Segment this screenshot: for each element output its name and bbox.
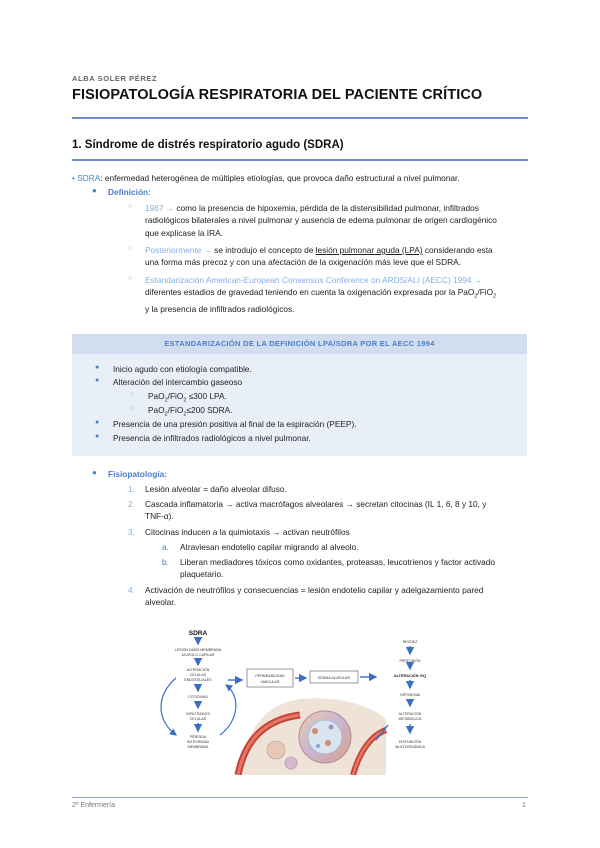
svg-text:DISFUNCIÓN: DISFUNCIÓN [398,740,422,744]
aecc-box-header: ESTANDARIZACIÓN DE LA DEFINICIÓN LPA/SDRA POR EL AECC 1994 [72,334,527,354]
definicion-item-3: Estandarización American-European Consensus Conference on ARDS/ALI (AECC) 1994 → diferentes estadios de gravedad teniendo en cuenta la oxigenación expresada por la PaO$_2$/FiO$_2$ y la presencia de infiltrados radiológicos. [145,275,497,315]
svg-text:PERFUSIÓN: PERFUSIÓN [399,659,421,663]
definicion-item-2: Posteriormente → se introdujo el concepto de lesión pulmonar aguda (LPA) considerando esta una forma más precoz y con una afectación de la oxigenación más leve que el SDRA. [145,245,493,268]
bullet-icon: ● [95,377,100,384]
svg-text:ENDOTELIALES: ENDOTELIALES [184,678,212,682]
svg-text:METABÓLICA: METABÓLICA [398,717,422,721]
aecc-sub-2: PaO$_2$/FiO$_2$≤200 SDRA. [148,405,233,418]
sdra-pathophysiology-diagram [150,625,450,775]
list-letter: a. [162,542,169,552]
circle-bullet-icon: ○ [130,391,135,398]
fisio-item-3b: Liberan mediadores tóxicos como oxidantes, proteasas, leucotrienos y factor activado plaquetario. [180,557,495,580]
list-number: 4. [128,585,135,595]
svg-text:VASCULAR: VASCULAR [260,680,280,684]
svg-text:CELULAR: CELULAR [189,717,207,721]
svg-text:INTEGRIDAD: INTEGRIDAD [186,740,210,744]
alveolus-illustration [238,698,386,775]
aecc-item-1: Inicio agudo con etiología compatible. [113,364,252,374]
svg-text:MEMBRANA: MEMBRANA [187,745,209,749]
definicion-item-1: 1967 → como la presencia de hipoxemia, pérdida de la distensibilidad pulmonar, infiltrados radiológicos bilaterales a nivel pulmonar y ausencia de edema pulmonar de origen cardiogénico que explicase la IRA. [145,203,497,238]
document-title: FISIOPATOLOGÍA RESPIRATORIA DEL PACIENTE CRÍTICO [72,87,483,103]
aecc-item-3: Presencia de una presión positiva al final de la espiración (PEEP). [113,419,357,429]
svg-text:HIPOXEMIA: HIPOXEMIA [400,693,420,697]
fisio-item-2: Cascada inflamatoria → activa macrófagos alveolares → secretan citocinas (IL 1, 6, 8 y 10, y TNF-α). [145,499,487,522]
list-number: 1. [128,484,135,494]
svg-text:MULTIORGÁNICA: MULTIORGÁNICA [395,745,425,749]
section-rule [72,159,528,161]
aecc-item-2: Alteración del intercambio gaseoso [113,377,243,387]
title-rule [72,117,528,119]
sdra-term: SDRA [77,173,101,183]
circle-bullet-icon: ○ [130,405,135,412]
bullet-icon: ● [92,468,97,477]
fisiopatologia-label: Fisiopatología: [108,469,167,479]
fisio-item-4: Activación de neutrófilos y consecuencias = lesión endotelio capilar y adelgazamiento pared alveolar. [145,585,484,608]
circle-bullet-icon: ○ [128,275,133,282]
circle-bullet-icon: ○ [128,245,133,252]
intro-paragraph: • SDRA: enfermedad heterogénea de múltiples etiologías, que provoca daño estructural a nivel pulmonar. [72,173,460,183]
bullet-icon: ● [95,433,100,440]
bullet-icon: ● [95,419,100,426]
author-name: ALBA SOLER PÉREZ [72,74,158,83]
svg-text:INFILTRADOS: INFILTRADOS [186,712,210,716]
circle-bullet-icon: ○ [128,203,133,210]
svg-text:ALTERACIÓN: ALTERACIÓN [186,668,210,672]
list-number: 2. [128,499,135,509]
list-letter: b. [162,557,169,567]
footer-rule [72,797,528,798]
fisio-item-3a: Atraviesan endotelio capilar migrando al alveolo. [180,542,359,552]
svg-text:PÉRDIDA: PÉRDIDA [190,735,206,739]
svg-text:PERMEABILIDAD: PERMEABILIDAD [255,674,285,678]
svg-text:ALVEOLO CAPILAR: ALVEOLO CAPILAR [181,653,215,657]
svg-text:ALTERACIÓN V/Q: ALTERACIÓN V/Q [393,674,427,678]
svg-text:CITOCINAS: CITOCINAS [188,695,208,699]
section-heading: 1. Síndrome de distrés respiratorio agudo (SDRA) [72,139,344,151]
svg-text:ALTERACIÓN: ALTERACIÓN [398,712,422,716]
page-number: 1 [522,802,526,809]
svg-text:LESIÓN DAÑO MEMBRANA: LESIÓN DAÑO MEMBRANA [174,648,222,652]
fisio-item-1: Lesión alveolar = daño alveolar difuso. [145,484,287,494]
aecc-item-4: Presencia de infiltrados radiológicos a nivel pulmonar. [113,433,311,443]
svg-text:RIGIDEZ: RIGIDEZ [402,640,418,644]
bullet-icon: ● [92,186,97,195]
fisio-item-3: Citocinas inducen a la quimiotaxis → activan neutrófilos [145,527,350,537]
definicion-label: Definición: [108,187,151,197]
bullet-icon: ● [95,364,100,371]
footer-course: 2º Enfermería [72,802,116,809]
svg-text:CÉLULAS: CÉLULAS [189,673,207,677]
list-number: 3. [128,527,135,537]
aecc-sub-1: PaO$_2$/FiO$_2$ ≤300 LPA. [148,391,227,404]
diagram-sdra-label: SDRA [188,630,208,637]
svg-text:EDEMA ALVEOLAR: EDEMA ALVEOLAR [317,676,351,680]
